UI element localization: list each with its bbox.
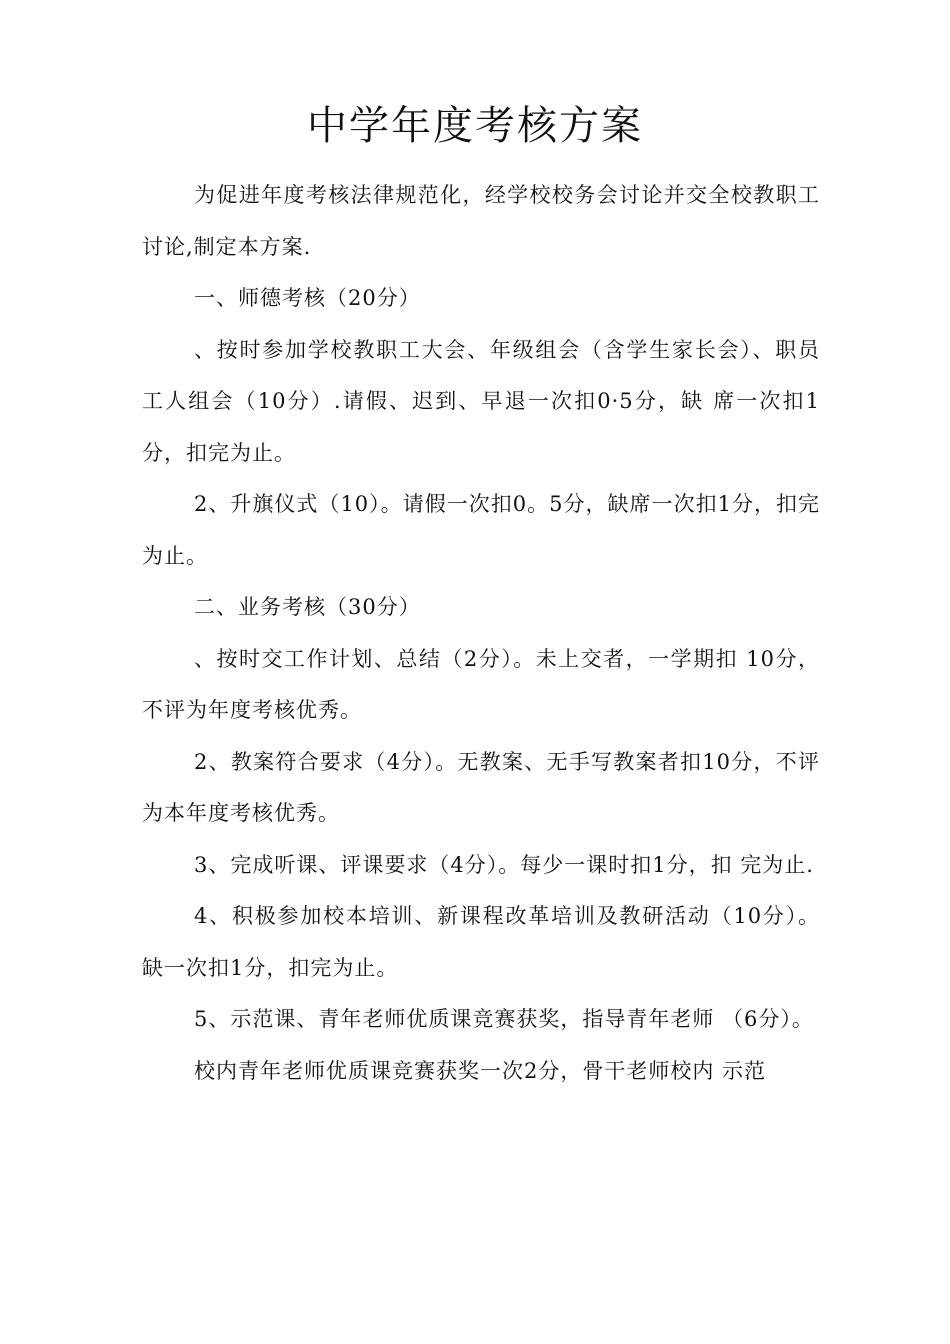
- section-heading-ethics: 一、师德考核（20分）: [194, 286, 421, 310]
- paragraph-flag-ceremony: 2、升旗仪式（10）。请假一次扣0。5分，缺席一次扣1分，扣完为止。: [142, 492, 820, 568]
- paragraph-awards: 校内青年老师优质课竞赛获奖一次2分，骨干老师校内 示范: [194, 1058, 767, 1083]
- paragraph-meetings: 、按时参加学校教职工大会、年级组会（含学生家长会）、职员工人组会（10分）.请假、迟到、早退一次扣0·5分，缺 席一次扣1分，扣完为止。: [142, 337, 820, 465]
- paragraph-training: 4、积极参加校本培训、新课程改革培训及教研活动（10分）。缺一次扣1分，扣完为止。: [142, 904, 820, 980]
- paragraph-lesson-plans: 2、教案符合要求（4分）。无教案、无手写教案者扣10分，不评为本年度考核优秀。: [142, 749, 820, 825]
- paragraph-demo-lessons: 5、示范课、青年老师优质课竞赛获奖，指导青年老师 （6分）。: [194, 1007, 814, 1031]
- paragraph-work-plan: 、按时交工作计划、总结（2分）。未上交者，一学期扣 10分，不评为年度考核优秀。: [142, 646, 820, 722]
- section-heading-professional: 二、业务考核（30分）: [194, 595, 421, 619]
- document-title: 中学年度考核方案: [307, 103, 643, 149]
- paragraph-class-observation: 3、完成听课、评课要求（4分）。每少一课时扣1分，扣 完为止.: [194, 852, 814, 877]
- intro-paragraph: 为促进年度考核法律规范化，经学校校务会讨论并交全校教职工讨论,制定本方案.: [142, 183, 820, 259]
- document-body: [142, 170, 820, 1097]
